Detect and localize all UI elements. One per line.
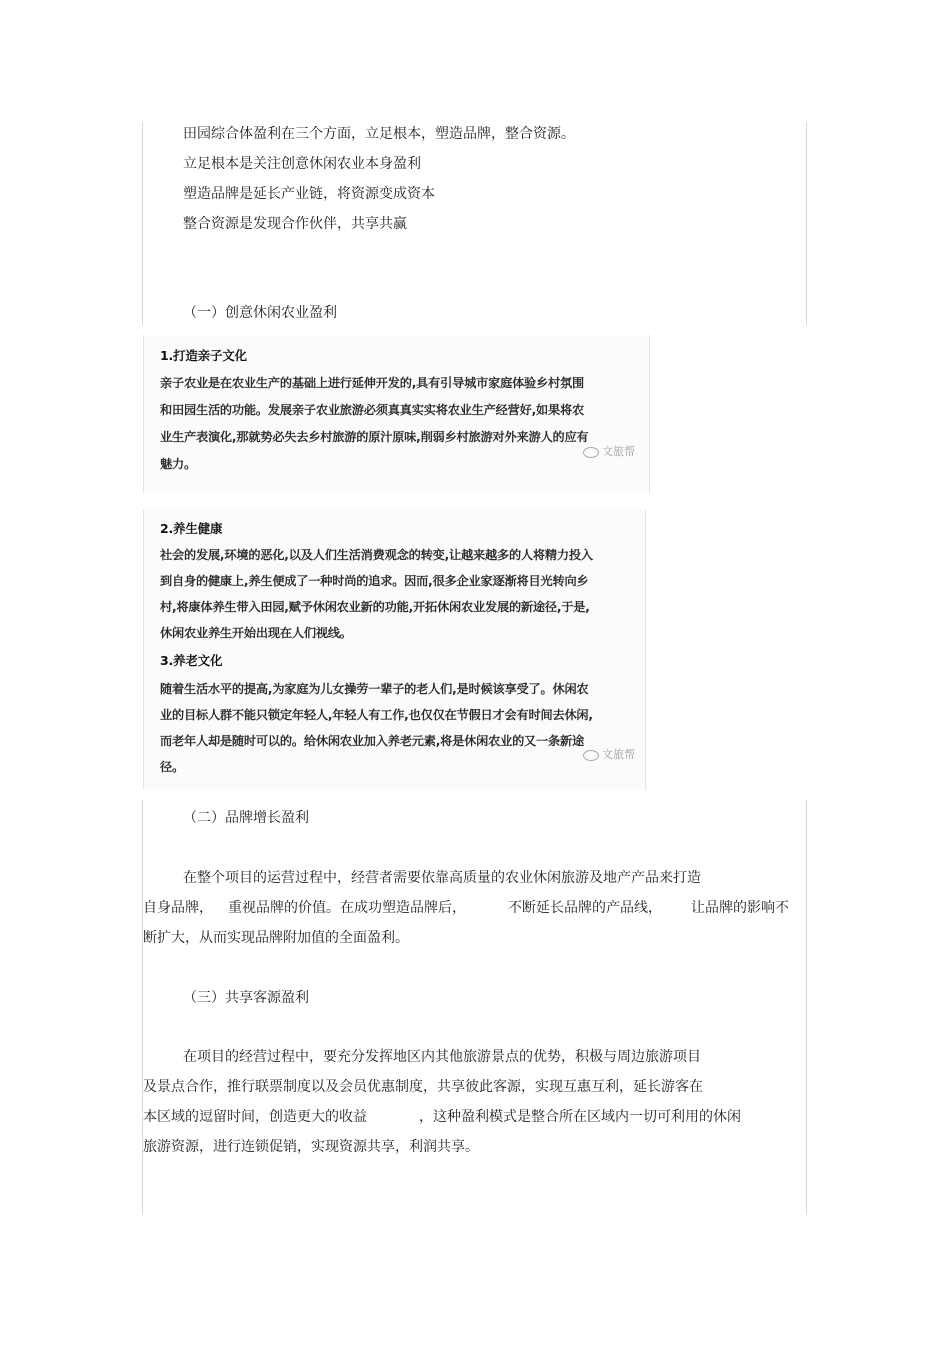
section2-line-2d: 让品牌的影响不 bbox=[691, 900, 789, 916]
intro-line-2: 立足根本是关注创意休闲农业本身盈利 bbox=[183, 156, 421, 172]
wechat-icon bbox=[583, 750, 599, 761]
image2-line-b2: 业的目标人群不能只锁定年轻人,年轻人有工作,也仅仅在节假日才会有时间去休闲, bbox=[160, 708, 593, 722]
image2-line-b4: 径。 bbox=[160, 760, 184, 774]
intro-line-1: 田园综合体盈利在三个方面，立足根本，塑造品牌，整合资源。 bbox=[183, 126, 575, 142]
intro-line-3: 塑造品牌是延长产业链，将资源变成资本 bbox=[183, 186, 435, 202]
image2-line-a3: 村,将康体养生带入田园,赋予休闲农业新的功能,开拓休闲农业发展的新途径,于是, bbox=[160, 600, 590, 614]
image1-watermark bbox=[583, 443, 635, 459]
image2-title-a: 2.养生健康 bbox=[160, 521, 223, 536]
image2-line-b3: 而老年人却是随时可以的。给休闲农业加入养老元素,将是休闲农业的又一条新途 bbox=[160, 734, 584, 748]
section2-heading: （二）品牌增长盈利 bbox=[183, 810, 309, 826]
section3-line-4: 旅游资源，进行连锁促销，实现资源共享，利润共享。 bbox=[143, 1139, 479, 1155]
section2-line-3: 断扩大，从而实现品牌附加值的全面盈利。 bbox=[143, 930, 409, 946]
section3-line-2: 及景点合作，推行联票制度以及会员优惠制度，共享彼此客源，实现互惠互利，延长游客在 bbox=[143, 1079, 703, 1095]
image1-line-1: 亲子农业是在农业生产的基础上进行延伸开发的,具有引导城市家庭体验乡村氛围 bbox=[160, 376, 584, 390]
section2-line-2c: 不断延长品牌的产品线， bbox=[508, 900, 662, 916]
section3-heading: （三）共享客源盈利 bbox=[183, 990, 309, 1006]
content-image-2 bbox=[143, 510, 646, 790]
image1-line-3: 业生产表演化,那就势必失去乡村旅游的原汁原味,削弱乡村旅游对外来游人的应有 bbox=[160, 430, 589, 444]
image2-line-a1: 社会的发展,环境的恶化,以及人们生活消费观念的转变,让越来越多的人将精力投入 bbox=[160, 548, 593, 562]
intro-line-4: 整合资源是发现合作伙伴，共享共赢 bbox=[183, 216, 407, 232]
section3-line-3b: ，这种盈利模式是整合所在区域内一切可利用的休闲 bbox=[419, 1109, 741, 1125]
page-border-right-bottom bbox=[806, 800, 807, 1215]
content-image-1 bbox=[143, 335, 650, 493]
section2-line-2b: 重视品牌的价值。在成功塑造品牌后， bbox=[228, 900, 466, 916]
section2-line-1: 在整个项目的运营过程中，经营者需要依靠高质量的农业休闲旅游及地产产品来打造 bbox=[183, 870, 701, 886]
image2-line-b1: 随着生活水平的提高,为家庭为儿女操劳一辈子的老人们,是时候该享受了。休闲农 bbox=[160, 682, 589, 696]
image2-line-a4: 休闲农业养生开始出现在人们视线。 bbox=[160, 626, 352, 640]
image2-line-a2: 到自身的健康上,养生便成了一种时尚的追求。因而,很多企业家逐渐将目光转向乡 bbox=[160, 574, 589, 588]
section2-line-2a: 自身品牌， bbox=[143, 900, 213, 916]
image1-title: 1.打造亲子文化 bbox=[160, 348, 247, 363]
page-border-left-top bbox=[142, 122, 143, 325]
section1-heading: （一）创意休闲农业盈利 bbox=[183, 305, 337, 321]
section3-line-1: 在项目的经营过程中，要充分发挥地区内其他旅游景点的优势，积极与周边旅游项目 bbox=[183, 1049, 701, 1065]
wechat-icon bbox=[583, 447, 599, 458]
image2-watermark-text: 文旅帮 bbox=[602, 748, 635, 761]
image2-title-b: 3.养老文化 bbox=[160, 653, 223, 668]
image2-watermark bbox=[583, 746, 635, 762]
image1-line-4: 魅力。 bbox=[160, 457, 196, 471]
page-border-right-top bbox=[806, 122, 807, 325]
image1-watermark-text: 文旅帮 bbox=[602, 445, 635, 458]
image1-line-2: 和田园生活的功能。发展亲子农业旅游必须真真实实将农业生产经营好,如果将农 bbox=[160, 403, 584, 417]
section3-line-3a: 本区域的逗留时间，创造更大的收益 bbox=[143, 1109, 367, 1125]
